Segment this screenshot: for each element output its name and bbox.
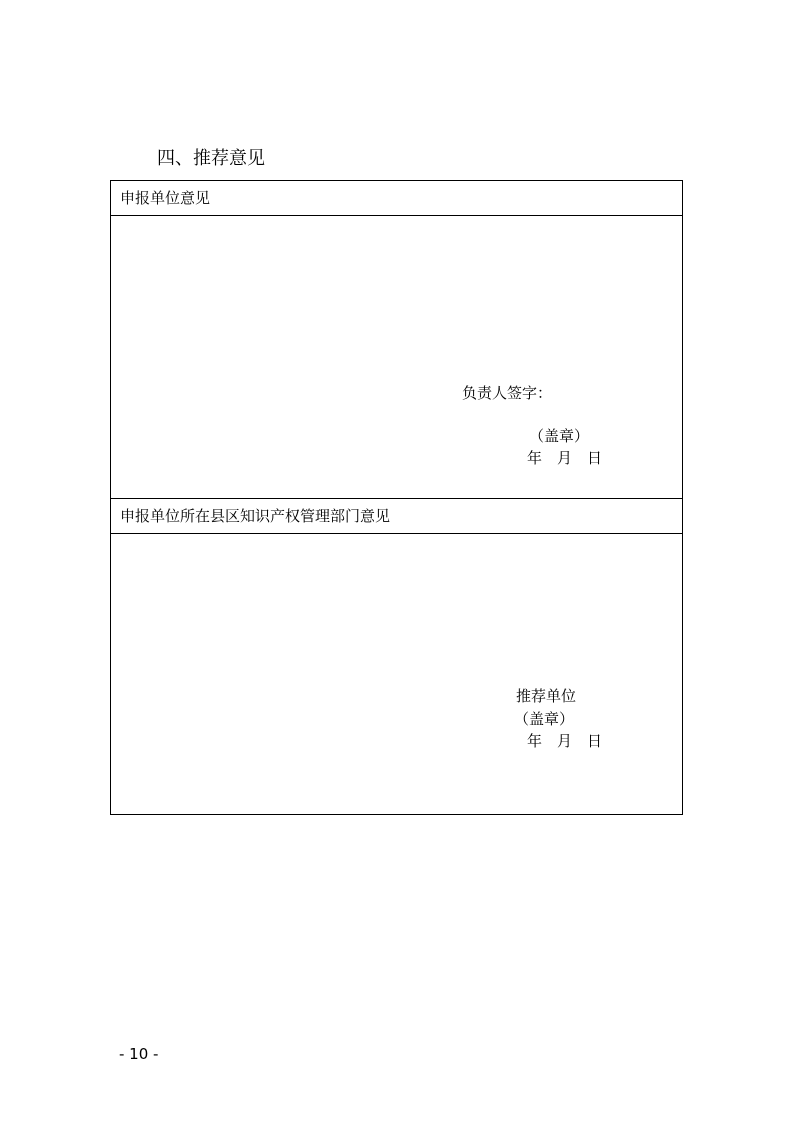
section-title: 四、推荐意见	[157, 148, 265, 169]
seal-label: （盖章）	[514, 710, 575, 728]
date-label: 年 月 日	[527, 449, 603, 467]
recommendation-form-table	[110, 180, 683, 815]
county-ip-office-opinion-field[interactable]	[111, 534, 682, 814]
recommending-unit-label: 推荐单位	[516, 687, 577, 705]
applicant-opinion-header: 申报单位意见	[111, 181, 682, 216]
signature-label: 负责人签字：	[462, 384, 553, 402]
applicant-opinion-field[interactable]	[111, 216, 682, 499]
date-label: 年 月 日	[527, 732, 603, 750]
county-ip-office-opinion-header: 申报单位所在县区知识产权管理部门意见	[111, 499, 682, 534]
page-number: - 10 -	[119, 1045, 159, 1063]
seal-label: （盖章）	[529, 427, 590, 445]
